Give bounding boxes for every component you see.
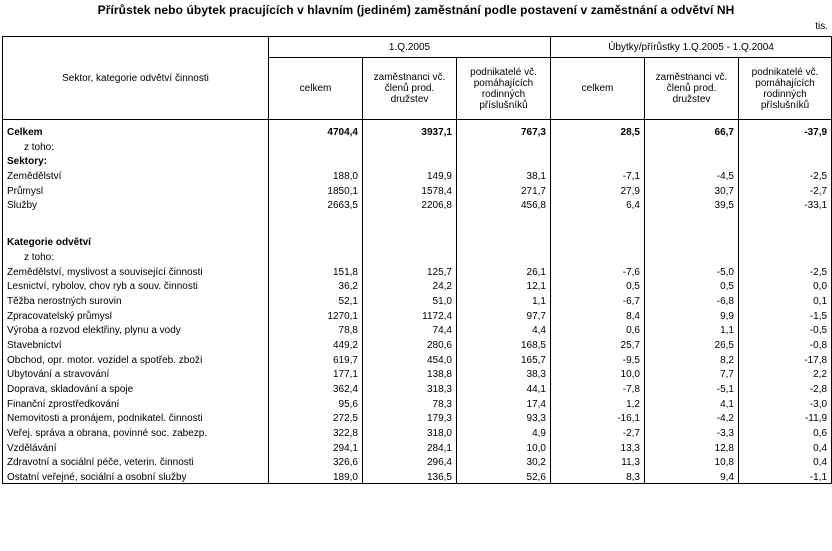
cell-value: 151,8 xyxy=(269,263,363,278)
row-label: Zemědělství, myslivost a související činnosti xyxy=(3,263,269,278)
cell-value: 318,3 xyxy=(363,380,457,395)
cell-value xyxy=(551,233,645,248)
cell-value: 51,0 xyxy=(363,292,457,307)
row-label: Obchod, opr. motor. vozidel a spotřeb. zboží xyxy=(3,351,269,366)
row-label: Zemědělství xyxy=(3,167,269,182)
table-row xyxy=(3,424,832,439)
row-label: Výroba a rozvod elektřiny, plynu a vody xyxy=(3,322,269,337)
col-header-zamestnanci-change: zaměstnanci vč. členů prod. družstev xyxy=(645,58,739,120)
cell-value xyxy=(739,138,832,153)
row-label: Ostatní veřejné, sociální a osobní služby xyxy=(3,468,269,483)
row-label: Zdravotní a sociální péče, veterin. činnosti xyxy=(3,454,269,469)
table-row xyxy=(3,410,832,425)
cell-value xyxy=(551,153,645,168)
cell-value: 4,9 xyxy=(457,424,551,439)
cell-value: 2,2 xyxy=(739,366,832,381)
cell-value: 26,1 xyxy=(457,263,551,278)
cell-value: 24,2 xyxy=(363,278,457,293)
cell-value: 7,7 xyxy=(645,366,739,381)
table-row xyxy=(3,211,832,233)
cell-value: 74,4 xyxy=(363,322,457,337)
row-label xyxy=(3,211,269,233)
sector-column-header: Sektor, kategorie odvětví činnosti xyxy=(3,37,269,120)
cell-value: 38,3 xyxy=(457,366,551,381)
cell-value: 52,1 xyxy=(269,292,363,307)
cell-value: 177,1 xyxy=(269,366,363,381)
cell-value: -4,5 xyxy=(645,167,739,182)
cell-value: 39,5 xyxy=(645,197,739,212)
cell-value: 0,5 xyxy=(551,278,645,293)
cell-value xyxy=(645,211,739,233)
row-label: Stavebnictví xyxy=(3,336,269,351)
table-row xyxy=(3,167,832,182)
cell-value xyxy=(363,153,457,168)
cell-value: 0,1 xyxy=(739,292,832,307)
cell-value: -16,1 xyxy=(551,410,645,425)
cell-value: 93,3 xyxy=(457,410,551,425)
cell-value: -2,5 xyxy=(739,167,832,182)
cell-value xyxy=(363,138,457,153)
cell-value xyxy=(269,211,363,233)
cell-value: 25,7 xyxy=(551,336,645,351)
table-row xyxy=(3,351,832,366)
table-row xyxy=(3,322,832,337)
cell-value: 318,0 xyxy=(363,424,457,439)
cell-value: 9,4 xyxy=(645,468,739,483)
table-row xyxy=(3,120,832,139)
row-label: Finanční zprostředkování xyxy=(3,395,269,410)
cell-value: -2,8 xyxy=(739,380,832,395)
row-label: Sektory: xyxy=(3,153,269,168)
table-row xyxy=(3,138,832,153)
col-header-zamestnanci: zaměstnanci vč. členů prod. družstev xyxy=(363,58,457,120)
cell-value: 326,6 xyxy=(269,454,363,469)
cell-value: 1578,4 xyxy=(363,182,457,197)
cell-value: 28,5 xyxy=(551,120,645,139)
col-header-celkem-change: celkem xyxy=(551,58,645,120)
cell-value: 449,2 xyxy=(269,336,363,351)
cell-value: 1270,1 xyxy=(269,307,363,322)
cell-value: 362,4 xyxy=(269,380,363,395)
cell-value: -17,8 xyxy=(739,351,832,366)
cell-value: 136,5 xyxy=(363,468,457,483)
table-row xyxy=(3,454,832,469)
table-row xyxy=(3,380,832,395)
row-label: Průmysl xyxy=(3,182,269,197)
cell-value xyxy=(269,138,363,153)
row-label: Vzdělávání xyxy=(3,439,269,454)
cell-value: -0,8 xyxy=(739,336,832,351)
cell-value xyxy=(645,138,739,153)
cell-value: 454,0 xyxy=(363,351,457,366)
cell-value: 78,3 xyxy=(363,395,457,410)
cell-value xyxy=(269,248,363,263)
cell-value xyxy=(363,233,457,248)
cell-value: 149,9 xyxy=(363,167,457,182)
cell-value: -2,7 xyxy=(739,182,832,197)
cell-value: 138,8 xyxy=(363,366,457,381)
col-header-podnikatele: podnikatelé vč. pomáhajících rodinných příslušníků xyxy=(457,58,551,120)
cell-value: -9,5 xyxy=(551,351,645,366)
table-row xyxy=(3,468,832,483)
col-header-podnikatele-change: podnikatelé vč. pomáhajících rodinných příslušníků xyxy=(739,58,832,120)
cell-value: 78,8 xyxy=(269,322,363,337)
cell-value: 271,7 xyxy=(457,182,551,197)
cell-value: 294,1 xyxy=(269,439,363,454)
cell-value: 52,6 xyxy=(457,468,551,483)
cell-value: 296,4 xyxy=(363,454,457,469)
cell-value: 0,6 xyxy=(551,322,645,337)
cell-value xyxy=(551,211,645,233)
cell-value: 26,5 xyxy=(645,336,739,351)
group-header-change: Úbytky/přírůstky 1.Q.2005 - 1.Q.2004 xyxy=(551,37,832,58)
cell-value: 27,9 xyxy=(551,182,645,197)
cell-value: -7,6 xyxy=(551,263,645,278)
cell-value: 322,8 xyxy=(269,424,363,439)
cell-value: 125,7 xyxy=(363,263,457,278)
cell-value: 13,3 xyxy=(551,439,645,454)
cell-value xyxy=(739,211,832,233)
cell-value: -5,1 xyxy=(645,380,739,395)
cell-value: -5,0 xyxy=(645,263,739,278)
row-label: Služby xyxy=(3,197,269,212)
cell-value: 30,2 xyxy=(457,454,551,469)
cell-value: -37,9 xyxy=(739,120,832,139)
table-body xyxy=(3,120,832,484)
col-header-celkem: celkem xyxy=(269,58,363,120)
cell-value xyxy=(269,233,363,248)
cell-value: -1,1 xyxy=(739,468,832,483)
table-row xyxy=(3,263,832,278)
row-label: Nemovitosti a pronájem, podnikatel. činnosti xyxy=(3,410,269,425)
cell-value xyxy=(739,248,832,263)
cell-value xyxy=(645,233,739,248)
cell-value: 8,4 xyxy=(551,307,645,322)
cell-value xyxy=(457,233,551,248)
cell-value: 4,1 xyxy=(645,395,739,410)
cell-value xyxy=(645,153,739,168)
cell-value: 1,2 xyxy=(551,395,645,410)
cell-value: 97,7 xyxy=(457,307,551,322)
cell-value: 66,7 xyxy=(645,120,739,139)
cell-value: 10,8 xyxy=(645,454,739,469)
table-row xyxy=(3,292,832,307)
row-label: Veřej. správa a obrana, povinné soc. zabezp. xyxy=(3,424,269,439)
statistics-table xyxy=(2,36,832,484)
cell-value: 0,4 xyxy=(739,439,832,454)
cell-value xyxy=(457,211,551,233)
cell-value: 767,3 xyxy=(457,120,551,139)
cell-value: -4,2 xyxy=(645,410,739,425)
table-row xyxy=(3,307,832,322)
cell-value: 38,1 xyxy=(457,167,551,182)
cell-value: -2,7 xyxy=(551,424,645,439)
table-row xyxy=(3,182,832,197)
cell-value: -3,0 xyxy=(739,395,832,410)
table-row xyxy=(3,278,832,293)
row-label: z toho: xyxy=(3,248,269,263)
row-label: Těžba nerostných surovin xyxy=(3,292,269,307)
cell-value xyxy=(363,211,457,233)
row-label: z toho: xyxy=(3,138,269,153)
cell-value: 272,5 xyxy=(269,410,363,425)
cell-value: 8,3 xyxy=(551,468,645,483)
cell-value: 9,9 xyxy=(645,307,739,322)
group-header-1q2005: 1.Q.2005 xyxy=(269,37,551,58)
unit-label: tis. xyxy=(815,21,828,32)
cell-value: 10,0 xyxy=(457,439,551,454)
cell-value: -0,5 xyxy=(739,322,832,337)
cell-value xyxy=(269,153,363,168)
row-label: Zpracovatelský průmysl xyxy=(3,307,269,322)
cell-value xyxy=(457,248,551,263)
cell-value: 30,7 xyxy=(645,182,739,197)
cell-value xyxy=(739,153,832,168)
cell-value: 11,3 xyxy=(551,454,645,469)
cell-value: 17,4 xyxy=(457,395,551,410)
cell-value xyxy=(551,248,645,263)
cell-value: 3937,1 xyxy=(363,120,457,139)
cell-value xyxy=(645,248,739,263)
cell-value: -6,8 xyxy=(645,292,739,307)
cell-value: 0,6 xyxy=(739,424,832,439)
cell-value: 36,2 xyxy=(269,278,363,293)
table-row xyxy=(3,366,832,381)
cell-value xyxy=(457,138,551,153)
table-row xyxy=(3,439,832,454)
table-row xyxy=(3,248,832,263)
cell-value: 10,0 xyxy=(551,366,645,381)
table-title: Přírůstek nebo úbytek pracujících v hlavním (jediném) zaměstnání podle postavení v zaměstnání a odvětví NH xyxy=(97,3,735,17)
cell-value: 188,0 xyxy=(269,167,363,182)
cell-value: 165,7 xyxy=(457,351,551,366)
row-label: Kategorie odvětví xyxy=(3,233,269,248)
cell-value: 0,5 xyxy=(645,278,739,293)
cell-value: -2,5 xyxy=(739,263,832,278)
cell-value xyxy=(739,233,832,248)
cell-value: 619,7 xyxy=(269,351,363,366)
cell-value: 1,1 xyxy=(457,292,551,307)
table-row xyxy=(3,197,832,212)
table-row xyxy=(3,336,832,351)
cell-value: -33,1 xyxy=(739,197,832,212)
cell-value: 284,1 xyxy=(363,439,457,454)
table-row xyxy=(3,233,832,248)
row-label: Ubytování a stravování xyxy=(3,366,269,381)
cell-value xyxy=(457,153,551,168)
table-row xyxy=(3,395,832,410)
cell-value: -11,9 xyxy=(739,410,832,425)
cell-value: 2206,8 xyxy=(363,197,457,212)
cell-value: 12,1 xyxy=(457,278,551,293)
table-row xyxy=(3,153,832,168)
cell-value: -1,5 xyxy=(739,307,832,322)
cell-value xyxy=(551,138,645,153)
row-label: Lesnictví, rybolov, chov ryb a souv. činnosti xyxy=(3,278,269,293)
cell-value: 95,6 xyxy=(269,395,363,410)
cell-value: 8,2 xyxy=(645,351,739,366)
cell-value: 168,5 xyxy=(457,336,551,351)
cell-value: 6,4 xyxy=(551,197,645,212)
cell-value: 280,6 xyxy=(363,336,457,351)
cell-value: 4,4 xyxy=(457,322,551,337)
cell-value: 1,1 xyxy=(645,322,739,337)
cell-value: -3,3 xyxy=(645,424,739,439)
cell-value: 44,1 xyxy=(457,380,551,395)
cell-value: -7,1 xyxy=(551,167,645,182)
cell-value: 1172,4 xyxy=(363,307,457,322)
cell-value xyxy=(363,248,457,263)
cell-value: 0,4 xyxy=(739,454,832,469)
cell-value: -7,8 xyxy=(551,380,645,395)
cell-value: 189,0 xyxy=(269,468,363,483)
cell-value: 0,0 xyxy=(739,278,832,293)
cell-value: 4704,4 xyxy=(269,120,363,139)
cell-value: -6,7 xyxy=(551,292,645,307)
cell-value: 179,3 xyxy=(363,410,457,425)
row-label: Doprava, skladování a spoje xyxy=(3,380,269,395)
cell-value: 2663,5 xyxy=(269,197,363,212)
cell-value: 456,8 xyxy=(457,197,551,212)
cell-value: 12,8 xyxy=(645,439,739,454)
row-label: Celkem xyxy=(3,120,269,139)
cell-value: 1850,1 xyxy=(269,182,363,197)
